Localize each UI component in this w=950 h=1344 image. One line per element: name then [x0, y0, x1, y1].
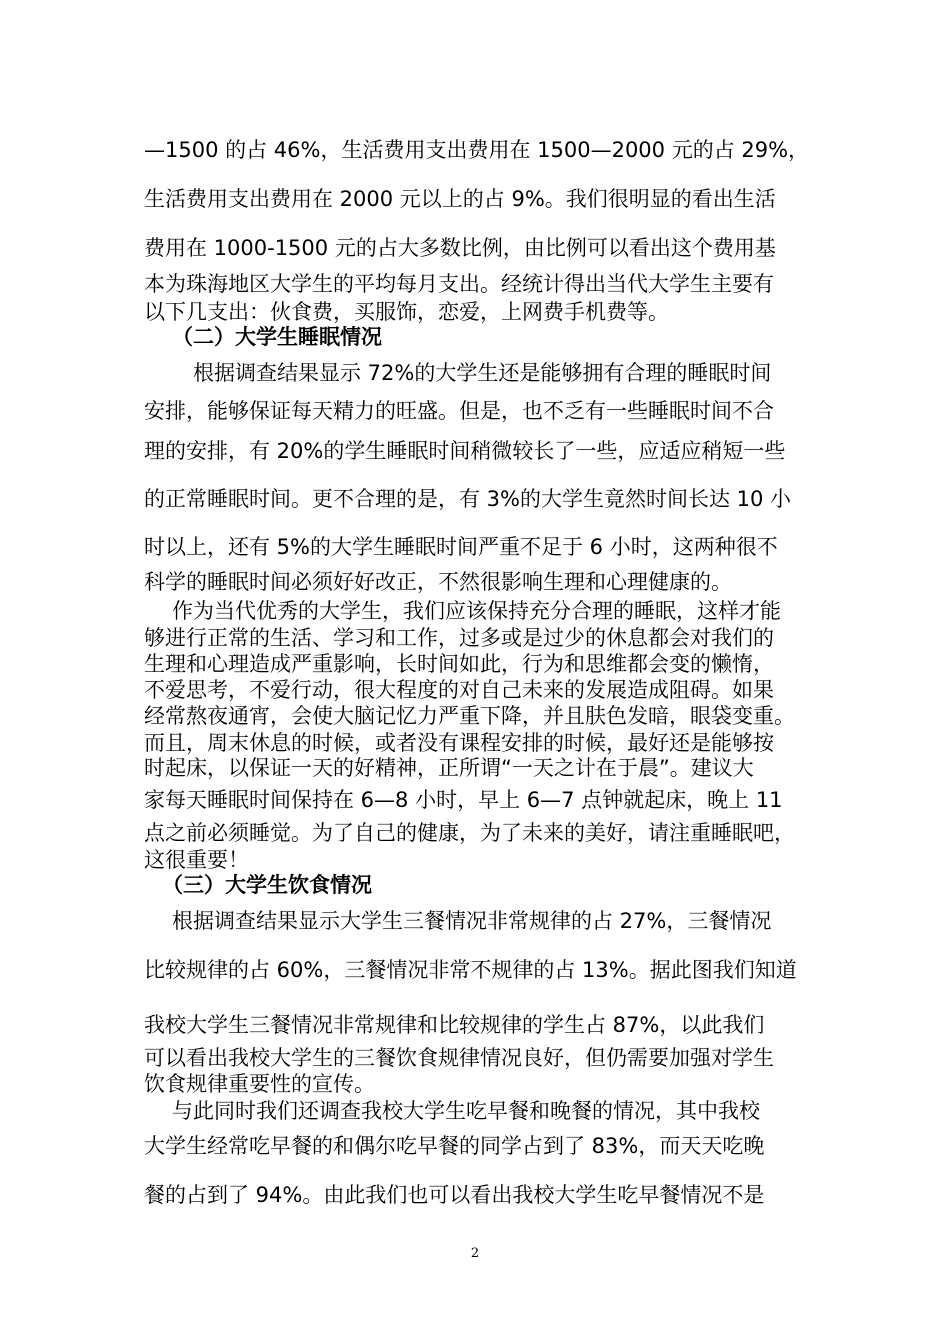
text-line: 比较规律的占 60%，三餐情况非常不规律的占 13%。据此图我们知道 — [144, 958, 797, 982]
text-line: 作为当代优秀的大学生，我们应该保持充分合理的睡眠，这样才能 — [172, 599, 781, 623]
text-line: 根据调查结果显示 72%的大学生还是能够拥有合理的睡眠时间 — [193, 361, 772, 385]
text-line: 饮食规律重要性的宣传。 — [144, 1072, 375, 1096]
text-line: 不爱思考，不爱行动，很大程度的对自己未来的发展造成阻碍。如果 — [144, 678, 774, 702]
text-line: 理的安排，有 20%的学生睡眠时间稍微较长了一些，应适应稍短一些 — [144, 439, 786, 463]
text-line: 生理和心理造成严重影响，长时间如此，行为和思维都会变的懒惰， — [144, 652, 774, 676]
text-line: 点之前必须睡觉。为了自己的健康，为了未来的美好，请注重睡眠吧， — [144, 821, 795, 845]
text-line: 而且，周末休息的时候，或者没有课程安排的时候，最好还是能够按 — [144, 731, 774, 755]
page-number: 2 — [470, 1246, 480, 1261]
text-line: 家每天睡眠时间保持在 6—8 小时，早上 6—7 点钟就起床，晚上 11 — [144, 788, 783, 812]
text-line: 我校大学生三餐情况非常规律和比较规律的学生占 87%，以此我们 — [144, 1013, 765, 1037]
text-line: —1500 的占 46%，生活费用支出费用在 1500—2000 元的占 29%， — [144, 138, 810, 162]
text-line: 时以上，还有 5%的大学生睡眠时间严重不足于 6 小时，这两种很不 — [144, 535, 778, 559]
text-line: 的正常睡眠时间。更不合理的是，有 3%的大学生竟然时间长达 10 小 — [144, 487, 792, 511]
section-heading-sleep: （二）大学生睡眠情况 — [172, 325, 382, 349]
text-line: 安排，能够保证每天精力的旺盛。但是，也不乏有一些睡眠时间不合 — [144, 399, 774, 423]
text-line: 时起床，以保证一天的好精神，正所谓“一天之计在于晨”。建议大 — [144, 756, 754, 780]
text-line: 费用在 1000-1500 元的占大多数比例，由比例可以看出这个费用基 — [144, 236, 776, 260]
text-line: 经常熬夜通宵，会使大脑记忆力严重下降，并且肤色发暗，眼袋变重。 — [144, 704, 795, 728]
text-line: 大学生经常吃早餐的和偶尔吃早餐的同学占到了 83%，而天天吃晚 — [144, 1134, 765, 1158]
text-line: 科学的睡眠时间必须好好改正，不然很影响生理和心理健康的。 — [144, 570, 732, 594]
section-heading-diet: （三）大学生饮食情况 — [162, 873, 372, 897]
text-line: 生活费用支出费用在 2000 元以上的占 9%。我们很明显的看出生活 — [144, 187, 776, 211]
text-line: 以下几支出：伙食费，买服饰，恋爱，上网费手机费等。 — [144, 300, 669, 324]
text-line: 餐的占到了 94%。由此我们也可以看出我校大学生吃早餐情况不是 — [144, 1183, 765, 1207]
text-line: 这很重要！ — [144, 848, 249, 872]
text-line: 根据调查结果显示大学生三餐情况非常规律的占 27%，三餐情况 — [172, 909, 772, 933]
text-line: 够进行正常的生活、学习和工作，过多或是过少的休息都会对我们的 — [144, 626, 774, 650]
text-line: 可以看出我校大学生的三餐饮食规律情况良好，但仍需要加强对学生 — [144, 1046, 774, 1070]
text-line: 本为珠海地区大学生的平均每月支出。经统计得出当代大学生主要有 — [144, 272, 774, 296]
text-line: 与此同时我们还调查我校大学生吃早餐和晚餐的情况，其中我校 — [172, 1099, 760, 1123]
